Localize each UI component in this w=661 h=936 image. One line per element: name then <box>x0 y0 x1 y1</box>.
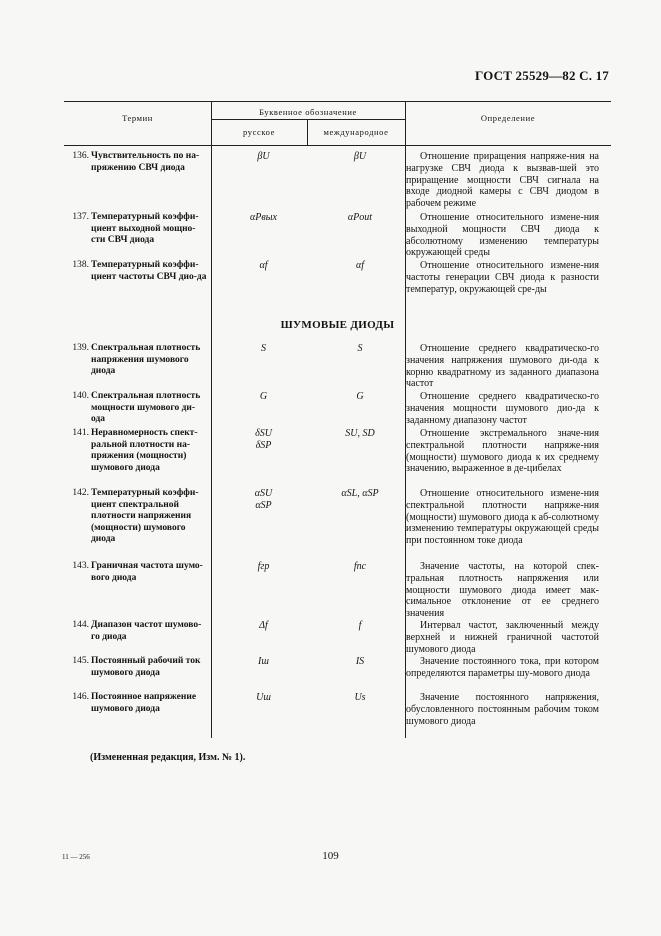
symbol-international <box>315 692 405 704</box>
table-vrule-3 <box>405 101 406 145</box>
symbol-international <box>315 260 405 272</box>
header-letter-designation: Буквенное обозначение <box>259 107 357 117</box>
term-number: 139. <box>72 343 89 353</box>
term-name: Спектральная плотность напряжения шумового диода <box>91 343 201 376</box>
symbol-international <box>315 212 405 224</box>
symbol-text: αSU <box>254 488 273 499</box>
term-name: Постоянное напряжение шумового диода <box>91 692 197 714</box>
symbol-text: SU, SD <box>345 428 375 439</box>
term-name: Чувствительность по на-пряжению СВЧ диода <box>91 151 200 173</box>
symbol-international <box>315 488 405 500</box>
symbol-text: Iш <box>258 656 269 667</box>
term-definition: Интервал частот, заключенный между верхней и нижней граничной частотой шумового диода <box>406 620 599 655</box>
term-definition: Отношение относительного измене-ния спектральной плотности напряже-ния (мощности) шумового диода к аб-солютному изменению температуры окружающей среды при постоянном токе диода <box>406 488 599 547</box>
term-number: 137. <box>72 212 89 222</box>
header-russian: русское <box>243 127 275 137</box>
symbol-international <box>315 620 405 632</box>
term-definition: Отношение среднего квадратическо-го значения мощности шумового дио-да к заданному диапазону частот <box>406 391 599 426</box>
header-international: международное <box>323 127 389 137</box>
symbol-international <box>315 151 405 163</box>
symbol-text: Uш <box>256 692 271 703</box>
term-definition: Отношение экстремального значе-ния спектральной плотности напряже-ния (мощности) шумового диода к их среднему значению, выраженное в де-цибелах <box>406 428 599 475</box>
symbol-russian <box>212 428 315 452</box>
symbol-text: f <box>358 620 362 631</box>
term-name: Граничная частота шумо-вого диода <box>91 561 203 583</box>
symbol-text: βU <box>257 151 270 162</box>
page-number: 109 <box>322 850 339 862</box>
symbol-text: δSP <box>255 440 272 451</box>
term-number: 145. <box>72 656 89 666</box>
header-term: Термин <box>122 113 153 123</box>
term-definition: Отношение относительного измене-ния частоты генерации СВЧ диода к разности температур, окружающей сре-ды <box>406 260 599 295</box>
term-number: 144. <box>72 620 89 630</box>
table-top-rule <box>64 101 611 102</box>
term-name: Температурный коэффи-циент выходной мощно-сти СВЧ диода <box>91 212 199 245</box>
amendment-note: (Измененная редакция, Изм. № 1). <box>90 752 246 763</box>
term-name: Неравномерность спект-ральной плотности на-пряжения (мощности) шумового диода <box>91 428 198 473</box>
symbol-russian <box>212 212 315 224</box>
symbol-text: αSL, αSP <box>341 488 379 499</box>
table-subheader-rule <box>211 119 405 120</box>
print-mark: 11 — 256 <box>62 853 90 861</box>
symbol-russian <box>212 391 315 403</box>
term-definition: Значение частоты, на которой спек-тральная плотность напряжения или мощности шумового диода имеет мак-симальное отклонение от ее среднего значения <box>406 561 599 620</box>
term-definition: Значение постоянного тока, при котором определяются параметры шу-мового диода <box>406 656 599 679</box>
term-name: Температурный коэффи-циент спектральной плотности напряжения (мощности) шумового диода <box>91 488 199 544</box>
term-definition: Отношение приращения напряже-ния на нагрузке СВЧ диода к вызвав-шей это приращение мощности СВЧ сигнала на входе диодной камеры с СВЧ диодом в рабочем режиме <box>406 151 599 210</box>
symbol-international <box>315 561 405 573</box>
term-name: Температурный коэффи-циент частоты СВЧ дио-да <box>91 260 207 282</box>
term-number: 141. <box>72 428 89 438</box>
term-name: Постоянный рабочий ток шумового диода <box>91 656 201 678</box>
symbol-text: αPвых <box>250 212 277 223</box>
symbol-text: αSP <box>255 500 272 511</box>
page-header: ГОСТ 25529—82 С. 17 <box>475 68 609 83</box>
symbol-text: S <box>261 343 266 354</box>
symbol-text: αPout <box>347 212 373 223</box>
header-definition: Определение <box>480 113 536 123</box>
symbol-text: G <box>356 391 364 402</box>
symbol-text: Us <box>354 692 366 703</box>
symbol-text: δSU <box>255 428 272 439</box>
symbol-text: fгр <box>257 561 270 572</box>
term-name: Спектральная плотность мощности шумового ди-ода <box>91 391 201 424</box>
symbol-text: βU <box>353 151 367 162</box>
term-number: 138. <box>72 260 89 270</box>
symbol-russian <box>212 561 315 573</box>
table-header-bottom-rule <box>64 145 611 146</box>
term-number: 142. <box>72 488 89 498</box>
symbol-russian <box>212 692 315 704</box>
term-definition: Отношение относительного измене-ния выходной мощности СВЧ диода к абсолютному изменению температуры окружающей среды <box>406 212 599 259</box>
section-title: ШУМОВЫЕ ДИОДЫ <box>280 319 395 331</box>
symbol-international <box>315 391 405 403</box>
symbol-russian <box>212 656 315 668</box>
symbol-text: αf <box>259 260 268 271</box>
symbol-text: αf <box>355 260 365 271</box>
term-definition: Отношение среднего квадратическо-го значения напряжения шумового ди-ода к корню квадратному из заданного диапазона частот <box>406 343 599 390</box>
symbol-text: IS <box>355 656 365 667</box>
symbol-russian <box>212 343 315 355</box>
symbol-international <box>315 428 405 440</box>
symbol-international <box>315 656 405 668</box>
symbol-russian <box>212 151 315 163</box>
symbol-text: Δf <box>259 620 268 631</box>
symbol-russian <box>212 488 315 512</box>
symbol-russian <box>212 260 315 272</box>
symbol-text: fnc <box>353 561 367 572</box>
term-number: 146. <box>72 692 89 702</box>
symbol-text: S <box>357 343 363 354</box>
term-number: 143. <box>72 561 89 571</box>
term-number: 136. <box>72 151 89 161</box>
symbol-russian <box>212 620 315 632</box>
symbol-international <box>315 343 405 355</box>
term-number: 140. <box>72 391 89 401</box>
symbol-text: G <box>259 391 268 402</box>
term-name: Диапазон частот шумово-го диода <box>91 620 202 642</box>
term-definition: Значение постоянного напряжения, обусловленного постоянным рабочим током шумового диода <box>406 692 599 727</box>
